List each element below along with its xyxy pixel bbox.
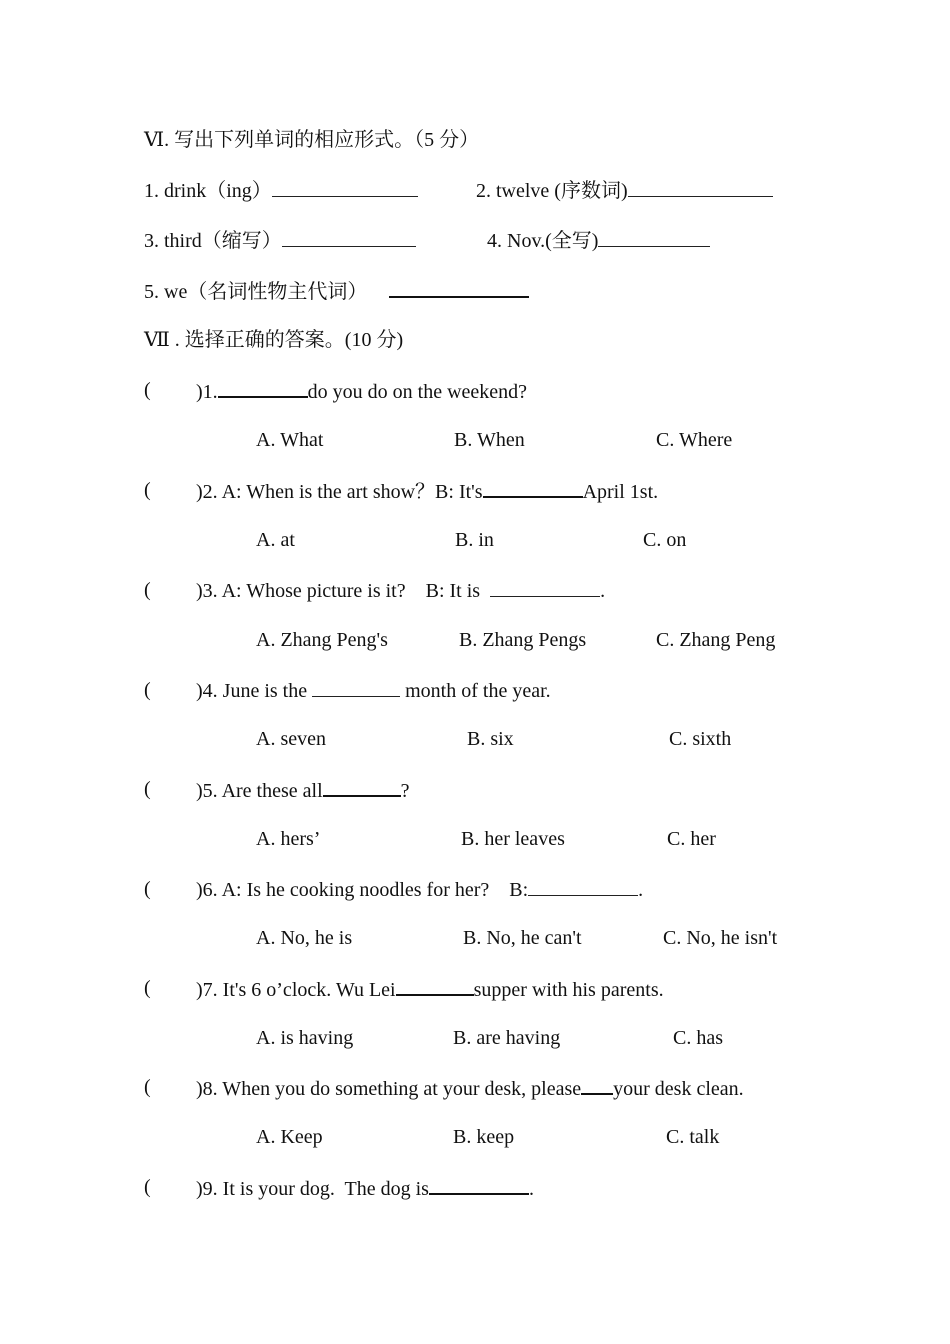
question-1: ( )1. do you do on the weekend? [144, 375, 824, 405]
answer-paren[interactable]: ( [144, 1176, 151, 1198]
question-3-options [144, 625, 824, 655]
question-2-options [144, 525, 824, 555]
question-7: ( )7. It's 6 o’clock. Wu Lei supper with his parents. [144, 973, 824, 1003]
answer-paren[interactable]: ( [144, 579, 151, 601]
option-a[interactable]: A. Zhang Peng's [256, 629, 388, 651]
option-a[interactable]: A. Keep [256, 1126, 323, 1148]
blank[interactable] [528, 874, 638, 896]
section-6-row-2 [144, 225, 844, 255]
answer-paren[interactable]: ( [144, 977, 151, 999]
question-6-options [144, 923, 824, 953]
option-a[interactable]: A. seven [256, 728, 326, 750]
item-5: 5. we（名词性物主代词） [144, 275, 529, 307]
option-b[interactable]: B. When [454, 429, 525, 451]
blank[interactable] [282, 225, 416, 247]
option-c[interactable]: C. on [643, 529, 687, 551]
blank[interactable] [218, 375, 308, 398]
blank[interactable] [598, 225, 710, 247]
option-a[interactable]: A. No, he is [256, 927, 353, 949]
question-7-options [144, 1023, 824, 1053]
answer-paren[interactable]: ( [144, 379, 151, 401]
answer-paren[interactable]: ( [144, 1076, 151, 1098]
section-6-title: Ⅵ. 写出下列单词的相应形式。（5 分） [144, 129, 480, 151]
option-a[interactable]: A. is having [256, 1027, 354, 1049]
question-9: ( )9. It is your dog. The dog is . [144, 1172, 824, 1202]
blank[interactable] [272, 175, 418, 197]
blank[interactable] [429, 1172, 529, 1195]
item-4: 4. Nov.(全写) [487, 225, 710, 256]
option-b[interactable]: B. No, he can't [463, 927, 582, 949]
option-b[interactable]: B. six [467, 728, 514, 750]
option-c[interactable]: C. sixth [669, 728, 732, 750]
blank[interactable] [323, 774, 401, 797]
item-3: 3. third（缩写） [144, 225, 416, 256]
option-a[interactable]: A. hers’ [256, 828, 321, 850]
option-c[interactable]: C. talk [666, 1126, 720, 1148]
section-6-row-3 [144, 275, 844, 305]
blank[interactable] [396, 973, 474, 996]
section-6-row-1 [144, 175, 844, 205]
blank[interactable] [312, 675, 400, 697]
blank[interactable] [389, 275, 529, 298]
blank[interactable] [628, 175, 773, 197]
question-4-options [144, 724, 824, 754]
question-5-options [144, 824, 824, 854]
option-c[interactable]: C. Zhang Peng [656, 629, 776, 651]
question-5: ( )5. Are these all ? [144, 774, 824, 804]
question-2: ( )2. A: When is the art show？B: It's April 1st. [144, 475, 824, 505]
option-c[interactable]: C. Where [656, 429, 733, 451]
option-c[interactable]: C. No, he isn't [663, 927, 778, 949]
answer-paren[interactable]: ( [144, 679, 151, 701]
question-6: ( )6. A: Is he cooking noodles for her? B: . [144, 874, 824, 904]
option-b[interactable]: B. in [455, 529, 494, 551]
option-a[interactable]: A. What [256, 429, 324, 451]
option-b[interactable]: B. her leaves [461, 828, 565, 850]
question-8: ( )8. When you do something at your desk, please your desk clean. [144, 1072, 824, 1102]
option-c[interactable]: C. has [673, 1027, 723, 1049]
item-1: 1. drink（ing） [144, 175, 418, 206]
question-1-options [144, 425, 824, 455]
answer-paren[interactable]: ( [144, 878, 151, 900]
answer-paren[interactable]: ( [144, 778, 151, 800]
blank[interactable] [581, 1072, 613, 1095]
option-b[interactable]: B. Zhang Pengs [459, 629, 587, 651]
question-3: ( )3. A: Whose picture is it? B: It is . [144, 575, 824, 605]
section-7-title: Ⅶ . 选择正确的答案。(10 分) [144, 329, 404, 351]
item-2: 2. twelve (序数词) [476, 175, 773, 206]
option-b[interactable]: B. are having [453, 1027, 561, 1049]
option-a[interactable]: A. at [256, 529, 295, 551]
blank[interactable] [483, 475, 583, 498]
blank[interactable] [490, 575, 600, 597]
option-c[interactable]: C. her [667, 828, 716, 850]
question-8-options [144, 1122, 824, 1152]
answer-paren[interactable]: ( [144, 479, 151, 501]
option-b[interactable]: B. keep [453, 1126, 515, 1148]
question-4: ( )4. June is the month of the year. [144, 675, 824, 705]
